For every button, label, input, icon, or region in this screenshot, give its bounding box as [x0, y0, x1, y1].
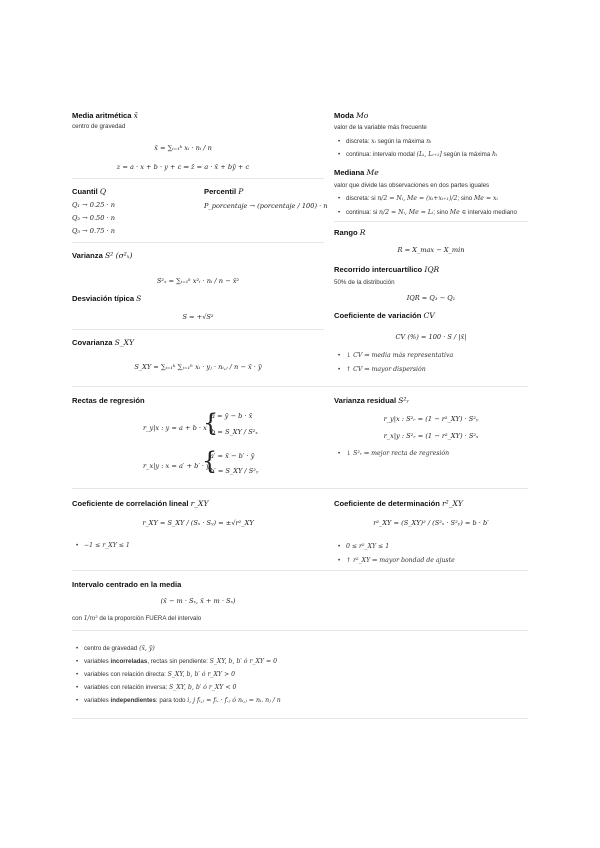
divider: [72, 386, 528, 387]
media-linear-formula: z = a · x + b · y + c ⇒ z̄ = a · x̄ + bȳ + c: [116, 163, 250, 171]
media-title: Media aritmética x̄: [72, 111, 138, 120]
correlacion-title: Coeficiente de correlación lineal r_XY: [72, 499, 209, 508]
iqr-desc: 50% de la distribución: [334, 279, 395, 286]
mediana-desc: valor que divide las observaciones en dos partes iguales: [334, 182, 490, 189]
rango-title: Rango R: [334, 228, 366, 237]
cv-formula: CV (%) = 100 · S / |x̄|: [395, 333, 467, 341]
rectas-title: Rectas de regresión: [72, 396, 145, 405]
determinacion-range: • 0 ≤ r²_XY ≤ 1: [338, 543, 389, 550]
moda-desc: valor de la variable más frecuente: [334, 124, 427, 131]
regression-x-on-y: r_x|y : x = a′ + b′ · y: [143, 462, 210, 470]
moda-title: Moda Mo: [334, 111, 369, 120]
note-incorreladas: • variables incorreladas, rectas sin pendiente: S_XY, b, b′ ó r_XY = 0: [76, 658, 277, 665]
brace: {: [203, 409, 219, 437]
determinacion-formula: r²_XY = (S_XY)² / (S²ₓ · S²ᵧ) = b · b′: [373, 519, 489, 527]
desviacion-title: Desviación típica S: [72, 294, 142, 303]
determinacion-note: • ↑ r²_XY ⇒ mayor bondad de ajuste: [338, 557, 455, 564]
note-independientes: • variables independientes: para todo i, j fᵢ,ⱼ = fᵢ. · f.ⱼ ó nᵢ,ⱼ = nᵢ. nⱼ / n: [76, 697, 281, 704]
covarianza-formula: S_XY = ∑ᵢ₌₁ᵏ ∑ⱼ₌₁ʰ xᵢ · yⱼ · nᵢ,ⱼ / n − x̄ · ȳ: [134, 363, 262, 371]
media-formula: x̄ = ∑ᵢ₌₁ᵏ xᵢ · nᵢ / n: [154, 144, 212, 152]
cv-title: Coeficiente de variación CV: [334, 311, 435, 320]
divider: [72, 329, 324, 330]
moda-discreta: • discreta: xᵢ según la máxima nᵢ: [338, 138, 431, 145]
brace: {: [202, 447, 218, 475]
media-desc: centro de gravedad: [72, 123, 126, 130]
regression-a: a = ȳ − b · x̄: [211, 412, 253, 420]
residual-title: Varianza residual S²ᵣ: [334, 396, 410, 405]
q1-formula: Q₁ → 0.25 · n: [72, 201, 115, 209]
note-directa: • variables con relación directa: S_XY, b, b′ ó r_XY > 0: [76, 671, 235, 678]
regression-a-prime: a′ = x̄ − b′ · ȳ: [210, 452, 255, 460]
residual-formula-y: r_y|x : S²ᵣ = (1 − r²_XY) · S²ᵧ: [383, 415, 479, 423]
mediana-continua: • continua: si n/2 = Nᵢ, Me = Lᵢ; sino Me ∈ intervalo mediano: [338, 209, 517, 216]
cv-high: • ↑ CV ⇒ mayor dispersión: [338, 366, 426, 373]
determinacion-title: Coeficiente de determinación r²_XY: [334, 499, 463, 508]
correlacion-range: • −1 ≤ r_XY ≤ 1: [76, 542, 130, 549]
rango-formula: R = X_max − X_min: [397, 246, 465, 254]
mediana-title: Mediana Me: [334, 168, 379, 177]
regression-b-prime: b′ = S_XY / S²ᵧ: [210, 467, 259, 475]
covarianza-title: Covarianza S_XY: [72, 338, 135, 347]
regression-b: b = S_XY / S²ₓ: [211, 428, 258, 436]
note-centro: • centro de gravedad (x̄, ȳ): [76, 645, 155, 652]
divider: [72, 178, 324, 179]
desviacion-formula: S = +√S²: [182, 313, 214, 321]
divider: [72, 718, 528, 719]
moda-continua: • continua: intervalo modal (Lᵢ, Lᵢ₊₁] según la máxima hᵢ: [338, 151, 497, 158]
cv-low: • ↓ CV ⇒ media más representativa: [338, 352, 453, 359]
percentil-title: Percentil P: [204, 187, 244, 196]
divider: [72, 242, 324, 243]
percentil-formula: P_porcentaje → (porcentaje / 100) · n: [204, 202, 328, 210]
correlacion-formula: r_XY = S_XY / (Sₓ · Sᵧ) = ±√r²_XY: [142, 519, 254, 527]
divider: [72, 488, 528, 489]
divider: [72, 630, 528, 631]
cuantil-title: Cuantil Q: [72, 187, 107, 196]
divider: [334, 221, 528, 222]
q3-formula: Q₃ → 0.75 · n: [72, 227, 115, 235]
residual-formula-x: r_x|y : S²ᵣ = (1 − r²_XY) · S²ₓ: [383, 432, 479, 440]
intervalo-formula: (x̄ − m · Sₓ, x̄ + m · Sₓ): [160, 597, 236, 605]
residual-note: • ↓ S²ᵣ ⇒ mejor recta de regresión: [338, 450, 449, 457]
varianza-title: Varianza S² (σ²ₓ): [72, 251, 133, 260]
intervalo-title: Intervalo centrado en la media: [72, 580, 182, 589]
q2-formula: Q₂ → 0.50 · n: [72, 214, 115, 222]
varianza-formula: S²ₓ = ∑ᵢ₌₁ᵏ x²ᵢ · nᵢ / n − x̄²: [156, 277, 240, 285]
mediana-discreta: • discreta: si n/2 = Nᵢ, Me = (xᵢ+xᵢ₊₁)/2; sino Me = xᵢ: [338, 195, 498, 202]
iqr-formula: IQR = Q₃ − Q₁: [406, 294, 456, 302]
iqr-title: Recorrido intercuartílico IQR: [334, 265, 440, 274]
note-inversa: • variables con relación inversa: S_XY, b, b′ ó r_XY < 0: [76, 684, 236, 691]
divider: [72, 570, 528, 571]
regression-y-on-x: r_y|x : y = a + b · x: [143, 424, 207, 432]
intervalo-desc: con 1/m² de la proporción FUERA del intervalo: [72, 615, 202, 622]
